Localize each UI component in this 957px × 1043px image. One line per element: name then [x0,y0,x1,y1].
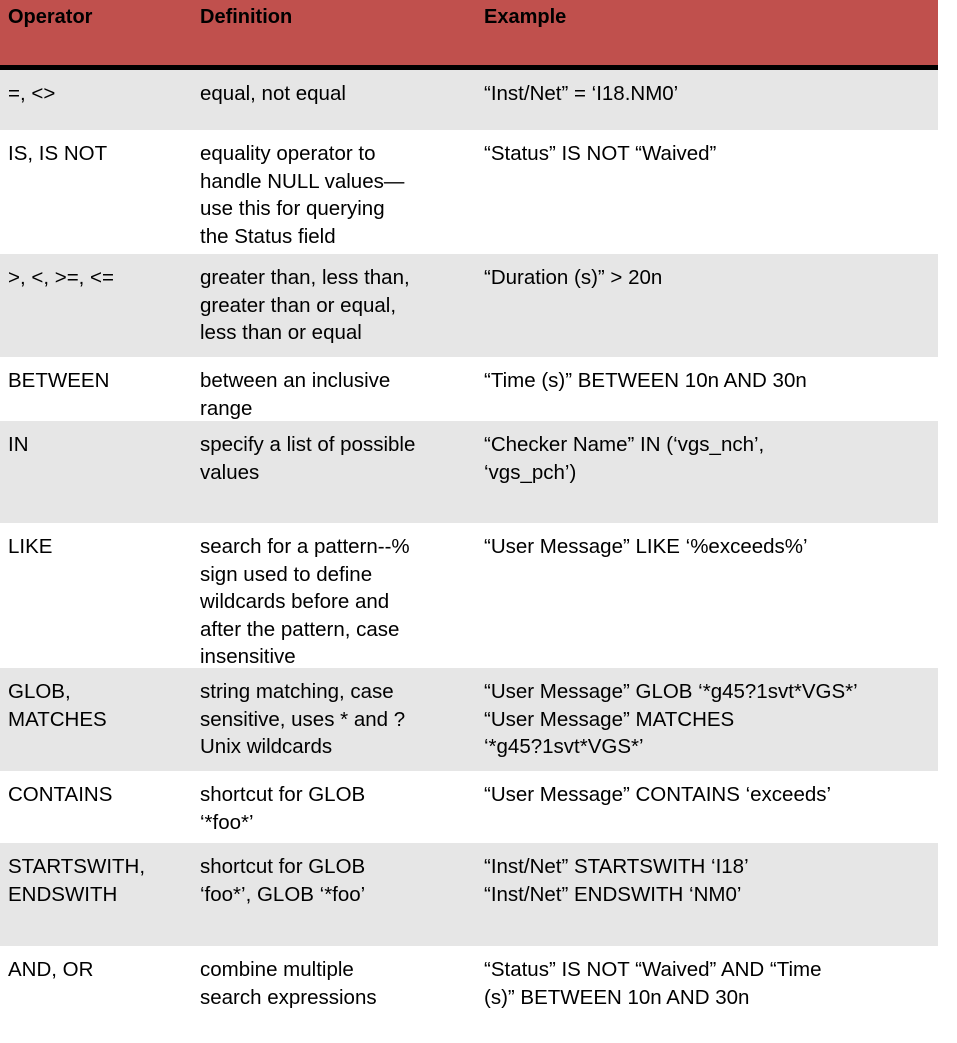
definition-cell: shortcut for GLOB ‘*foo*’ [200,783,366,834]
operator-cell: IN [8,433,29,456]
operator-cell: CONTAINS [8,783,113,806]
operator-cell: BETWEEN [8,369,110,392]
example-cell: “User Message” CONTAINS ‘exceeds’ [484,783,832,806]
header-example: Example [484,6,567,28]
table-row [0,771,938,843]
example-cell: “Time (s)” BETWEEN 10n AND 30n [484,369,807,392]
definition-cell: string matching, case sensitive, uses * and ? Unix wildcards [200,680,406,758]
definition-cell: combine multiple search expressions [200,958,377,1009]
definition-cell: greater than, less than, greater than or equal, less than or equal [200,266,410,344]
table-row [0,130,938,254]
example-cell: “User Message” LIKE ‘%exceeds%’ [484,535,808,558]
example-cell: “Inst/Net” = ‘I18.NM0’ [484,82,679,105]
operator-cell: =, <> [8,82,56,105]
definition-cell: shortcut for GLOB ‘foo*’, GLOB ‘*foo’ [200,855,366,906]
operator-cell: IS, IS NOT [8,142,108,165]
operator-cell: GLOB, MATCHES [8,680,107,731]
table-row [0,523,938,668]
definition-cell: equality operator to handle NULL values— use this for querying the Status field [200,142,405,248]
table-row [0,357,938,421]
table-row [0,668,938,771]
table-row [0,421,938,523]
definition-cell: between an inclusive range [200,369,391,420]
operator-cell: AND, OR [8,958,94,981]
example-cell: “Checker Name” IN (‘vgs_nch’, ‘vgs_pch’) [484,433,765,484]
operator-cell: LIKE [8,535,53,558]
example-cell: “Inst/Net” STARTSWITH ‘I18’ “Inst/Net” ENDSWITH ‘NM0’ [484,855,749,906]
example-cell: “User Message” GLOB ‘*g45?1svt*VGS*’ “User Message” MATCHES ‘*g45?1svt*VGS*’ [484,680,858,758]
example-cell: “Status” IS NOT “Waived” [484,142,717,165]
definition-cell: specify a list of possible values [200,433,416,484]
table-row [0,254,938,357]
table-row [0,843,938,946]
header-definition: Definition [200,6,293,28]
example-cell: “Duration (s)” > 20n [484,266,663,289]
operator-cell: STARTSWITH, ENDSWITH [8,855,146,906]
header-operator: Operator [8,6,93,28]
table-header [0,0,938,70]
definition-cell: equal, not equal [200,82,346,105]
definition-cell: search for a pattern--% sign used to define wildcards before and after the pattern, case insensitive [200,535,410,668]
example-cell: “Status” IS NOT “Waived” AND “Time (s)” BETWEEN 10n AND 30n [484,958,822,1009]
table-row [0,70,938,130]
table-row [0,946,938,1016]
operator-cell: >, <, >=, <= [8,266,115,289]
